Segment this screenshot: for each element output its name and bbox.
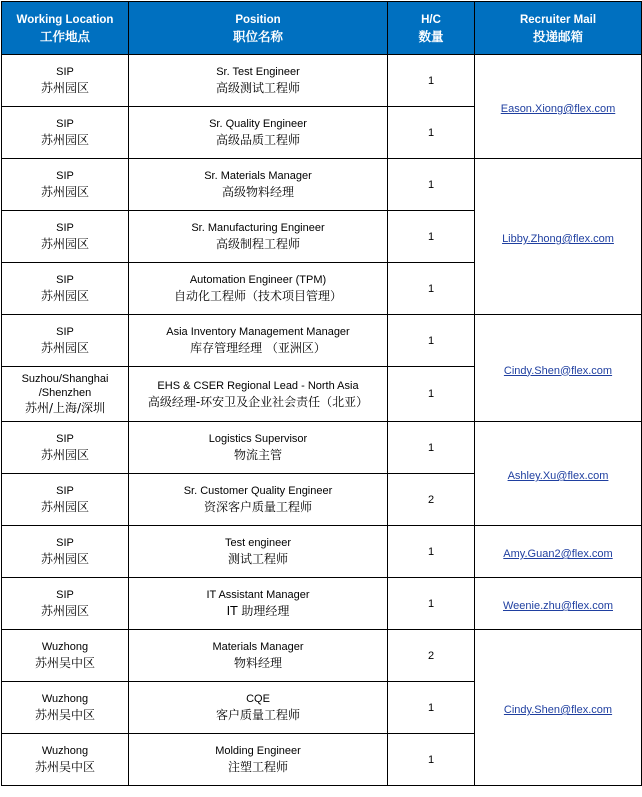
position-cell: Sr. Quality Engineer 高级品质工程师: [129, 107, 388, 159]
headcount-cell: 1: [388, 211, 475, 263]
table-row: [2, 578, 642, 630]
table-row: [2, 526, 642, 578]
location-cell: Wuzhong 苏州吴中区: [2, 682, 129, 734]
location-cell: SIP 苏州园区: [2, 422, 129, 474]
header-recruiter-mail: Recruiter Mail 投递邮箱: [475, 2, 642, 55]
header-working-location: Working Location 工作地点: [2, 2, 129, 55]
recruiter-mail-link[interactable]: Amy.Guan2@flex.com: [503, 548, 613, 560]
position-cell: Logistics Supervisor 物流主管: [129, 422, 388, 474]
position-cell: Automation Engineer (TPM) 自动化工程师（技术项目管理）: [129, 263, 388, 315]
recruiter-mail-cell: [475, 578, 642, 630]
recruiter-mail-cell: [475, 315, 642, 422]
recruiter-mail-cell: [475, 159, 642, 315]
headcount-cell: 1: [388, 367, 475, 422]
position-cell: Sr. Manufacturing Engineer 高级制程工程师: [129, 211, 388, 263]
location-cell: SIP 苏州园区: [2, 211, 129, 263]
header-position: Position 职位名称: [129, 2, 388, 55]
position-cell: Test engineer 测试工程师: [129, 526, 388, 578]
headcount-cell: 1: [388, 107, 475, 159]
headcount-cell: 2: [388, 630, 475, 682]
recruiter-mail-link[interactable]: Cindy.Shen@flex.com: [503, 704, 613, 716]
recruiter-mail-cell: [475, 526, 642, 578]
table-row: [2, 55, 642, 107]
table-row: [2, 422, 642, 474]
position-cell: IT Assistant Manager IT 助理经理: [129, 578, 388, 630]
location-cell: SIP 苏州园区: [2, 578, 129, 630]
table-header-row: [2, 2, 642, 55]
location-cell: SIP 苏州园区: [2, 315, 129, 367]
location-cell: Wuzhong 苏州吴中区: [2, 734, 129, 786]
location-cell: SIP 苏州园区: [2, 55, 129, 107]
position-cell: Materials Manager 物料经理: [129, 630, 388, 682]
headcount-cell: 1: [388, 315, 475, 367]
headcount-cell: 1: [388, 263, 475, 315]
location-cell: SIP 苏州园区: [2, 107, 129, 159]
table-row: [2, 159, 642, 211]
recruiter-mail-link[interactable]: Libby.Zhong@flex.com: [502, 233, 614, 245]
position-cell: Sr. Materials Manager 高级物料经理: [129, 159, 388, 211]
location-cell: Wuzhong 苏州吴中区: [2, 630, 129, 682]
position-cell: Molding Engineer 注塑工程师: [129, 734, 388, 786]
recruiter-mail-link[interactable]: Cindy.Shen@flex.com: [503, 364, 613, 377]
position-cell: Asia Inventory Management Manager 库存管理经理 （亚洲区）: [129, 315, 388, 367]
position-cell: Sr. Customer Quality Engineer 资深客户质量工程师: [129, 474, 388, 526]
location-cell: SIP 苏州园区: [2, 526, 129, 578]
headcount-cell: 1: [388, 422, 475, 474]
recruiter-mail-cell: [475, 55, 642, 159]
headcount-cell: 2: [388, 474, 475, 526]
headcount-cell: 1: [388, 159, 475, 211]
location-cell: SIP 苏州园区: [2, 474, 129, 526]
recruiter-mail-link[interactable]: Ashley.Xu@flex.com: [507, 470, 609, 482]
job-openings-table: [1, 1, 642, 786]
recruiter-mail-cell: [475, 422, 642, 526]
table-row: [2, 315, 642, 367]
headcount-cell: 1: [388, 578, 475, 630]
recruiter-mail-link[interactable]: Eason.Xiong@flex.com: [500, 103, 616, 115]
recruiter-mail-cell: [475, 630, 642, 786]
location-cell: SIP 苏州园区: [2, 263, 129, 315]
header-headcount: H/C 数量: [388, 2, 475, 55]
table-row: [2, 630, 642, 682]
recruiter-mail-link[interactable]: Weenie.zhu@flex.com: [502, 600, 613, 612]
headcount-cell: 1: [388, 526, 475, 578]
location-cell: SIP 苏州园区: [2, 159, 129, 211]
headcount-cell: 1: [388, 55, 475, 107]
position-cell: CQE 客户质量工程师: [129, 682, 388, 734]
location-cell: Suzhou/Shanghai /Shenzhen 苏州/上海/深圳: [2, 367, 129, 422]
headcount-cell: 1: [388, 734, 475, 786]
position-cell: Sr. Test Engineer 高级测试工程师: [129, 55, 388, 107]
headcount-cell: 1: [388, 682, 475, 734]
position-cell: EHS & CSER Regional Lead - North Asia 高级经理-环安卫及企业社会责任（北亚）: [129, 367, 388, 422]
